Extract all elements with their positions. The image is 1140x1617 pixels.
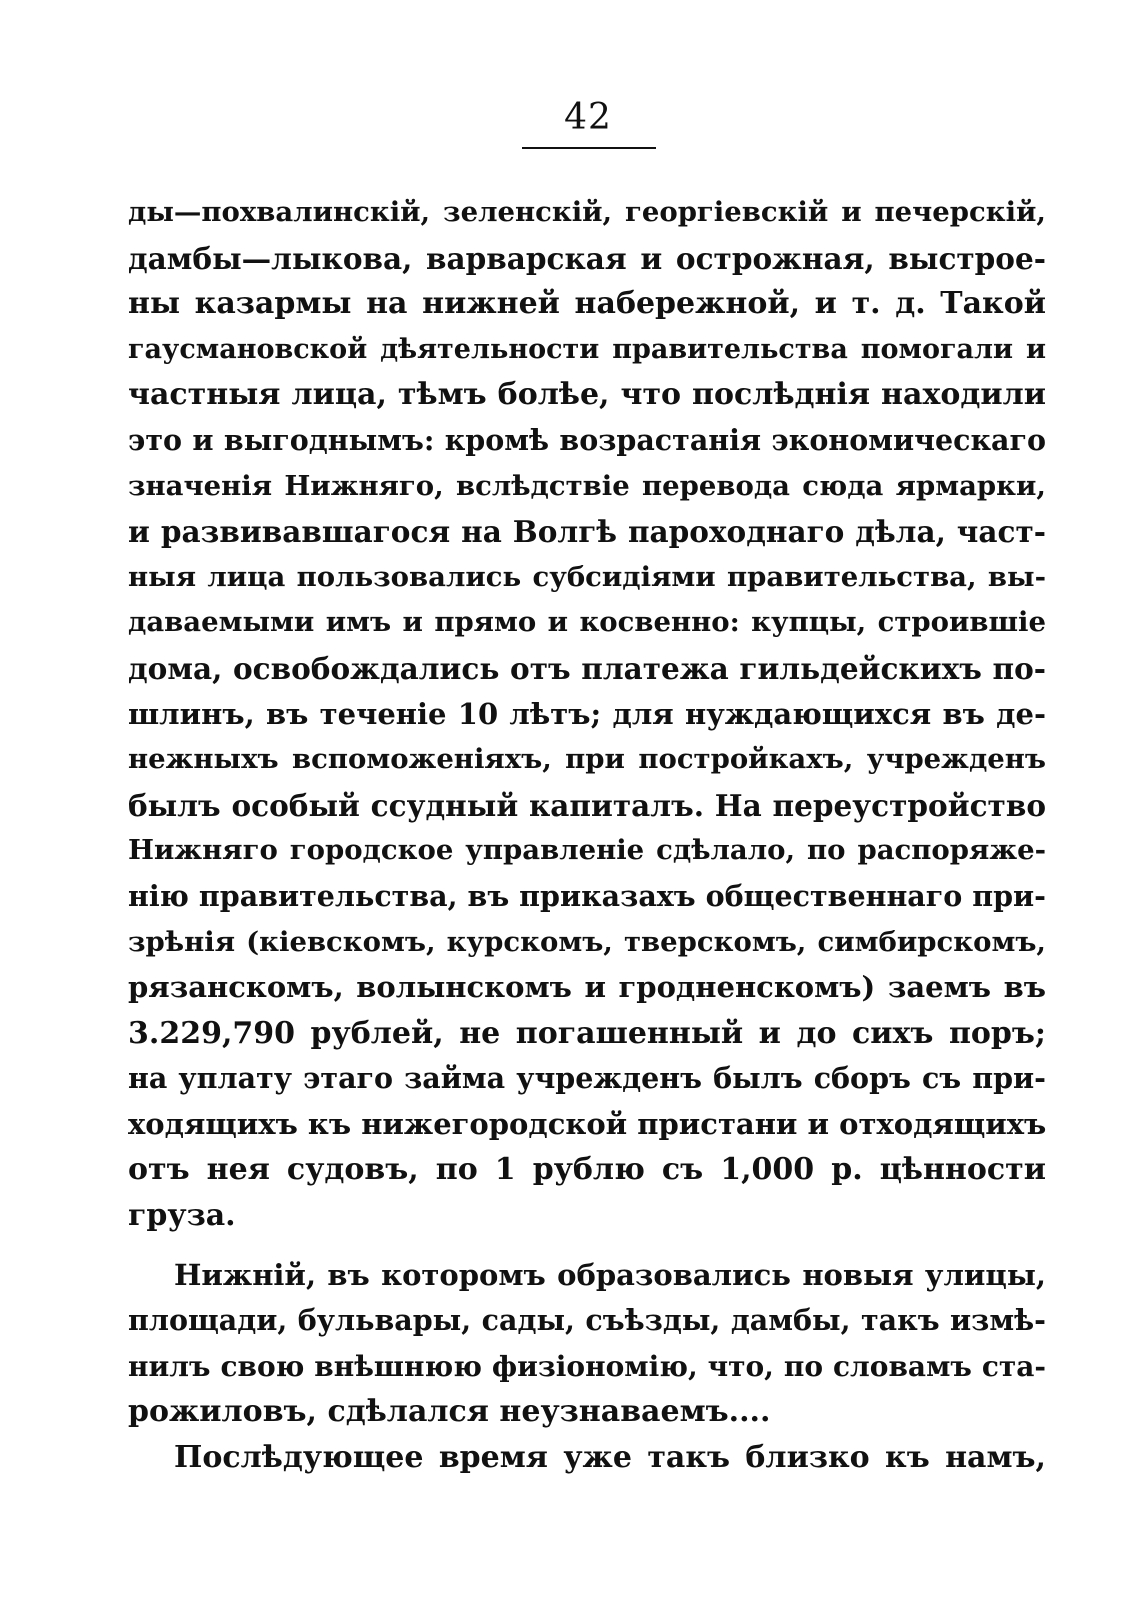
text-line: площади, бульвары, сады, съѣзды, дамбы, такъ измѣ-: [128, 1303, 1046, 1338]
text-line: Нижняго городское управленіе сдѣлало, по распоряже-: [128, 834, 1046, 867]
text-line: ны казармы на нижней набережной, и т. д. Такой: [128, 286, 1046, 322]
text-line: ходящихъ къ нижегородской пристани и отходящихъ: [128, 1106, 1046, 1141]
text-line: это и выгоднымъ: кромѣ возрастанія экономическаго: [128, 422, 1046, 457]
text-line: и развивавшагося на Волгѣ пароходнаго дѣла, част-: [128, 514, 1046, 550]
text-line: былъ особый ссудный капиталъ. На переустройство: [128, 787, 1046, 823]
text-line: 3.229,790 рублей, не погашенный и до сихъ поръ;: [128, 1015, 1046, 1051]
text-line: дамбы—лыкова, варварская и острожная, выстрое-: [128, 240, 1046, 276]
text-line: зрѣнія (кіевскомъ, курскомъ, тверскомъ, симбирскомъ,: [128, 925, 1046, 958]
text-line: частныя лица, тѣмъ болѣе, что послѣднія находили: [128, 377, 1046, 413]
text-line: ды—похвалинскій, зеленскій, георгіевскій и печерскій,: [128, 196, 1046, 228]
page-number-rule: [522, 147, 656, 149]
body-text: [128, 190, 1046, 1481]
text-line: дома, освобождались отъ платежа гильдейскихъ по-: [128, 650, 1046, 686]
text-line: Нижній, въ которомъ образовались новыя улицы,: [174, 1257, 1046, 1292]
paragraph-1: [128, 190, 1046, 1239]
text-line: на уплату этаго займа учрежденъ былъ сборъ съ при-: [128, 1061, 1046, 1096]
text-line: Послѣдующее время уже такъ близко къ намъ,: [174, 1440, 1046, 1476]
text-line: отъ нея судовъ, по 1 рублю съ 1,000 р. цѣнности: [128, 1152, 1046, 1188]
paragraph-3: [128, 1435, 1046, 1481]
paragraph-2: [128, 1253, 1046, 1435]
paragraph-gap: [128, 1239, 1046, 1253]
text-line: гаусмановской дѣятельности правительства помогали и: [128, 333, 1046, 365]
text-line: нилъ свою внѣшнюю физіономію, что, по словамъ ста-: [128, 1349, 1046, 1383]
text-line: груза.: [128, 1198, 236, 1234]
text-line: значенія Нижняго, вслѣдствіе перевода сюда ярмарки,: [128, 469, 1046, 502]
text-line: ныя лица пользовались субсидіями правительства, вы-: [128, 560, 1046, 593]
text-line: рожиловъ, сдѣлался неузнаваемъ....: [128, 1394, 771, 1430]
text-line: нежныхъ вспоможеніяхъ, при постройкахъ, учрежденъ: [128, 743, 1046, 776]
page-number: 42: [564, 97, 612, 138]
text-line: даваемыми имъ и прямо и косвенно: купцы, строившіе: [128, 606, 1046, 639]
text-line: шлинъ, въ теченіе 10 лѣтъ; для нуждающихся въ де-: [128, 696, 1046, 731]
text-line: нію правительства, въ приказахъ общественнаго при-: [128, 878, 1046, 913]
text-line: рязанскомъ, волынскомъ и гродненскомъ) заемъ въ: [128, 970, 1046, 1005]
